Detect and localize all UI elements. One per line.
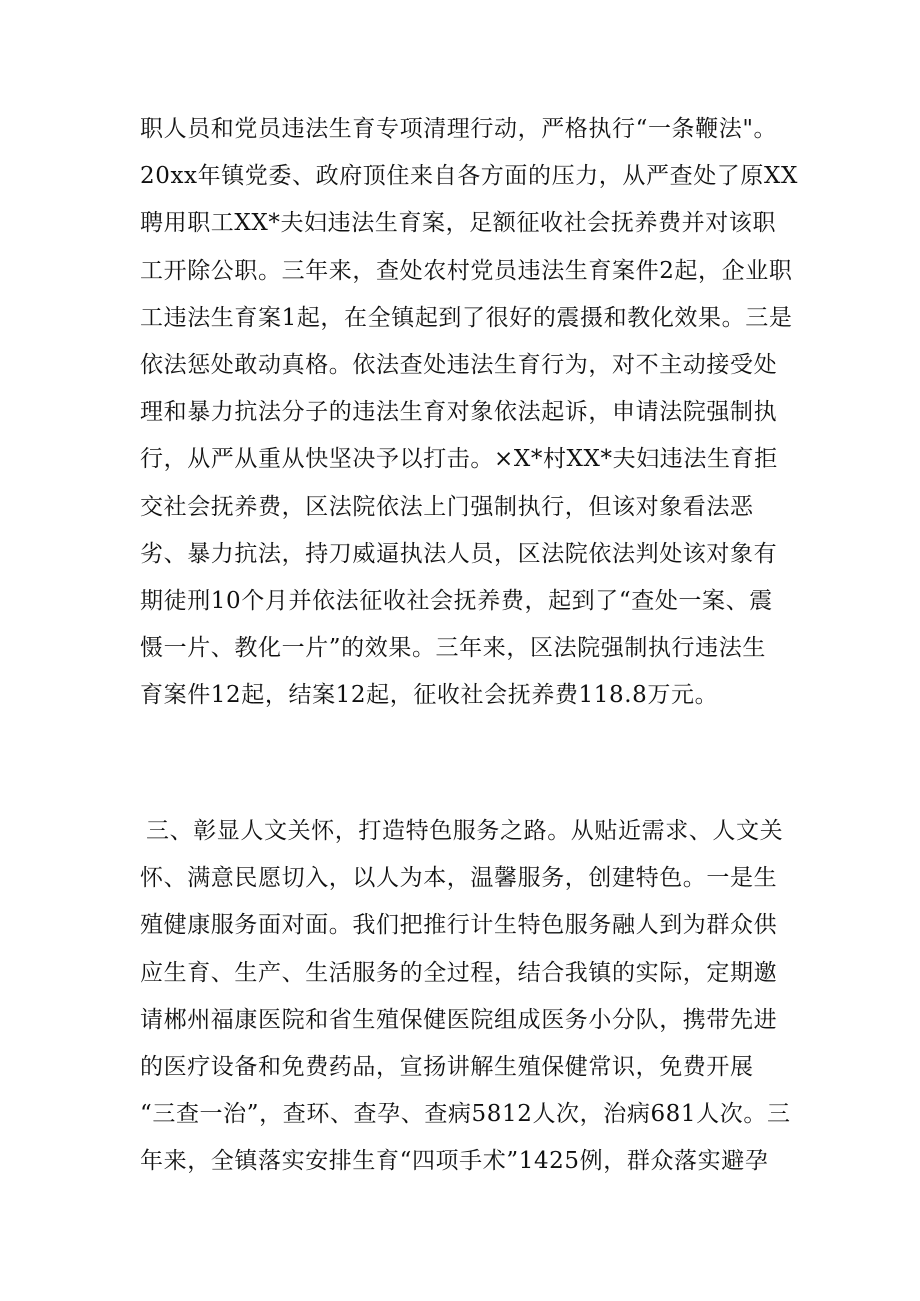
text-line: 怀、满意民愿切入，以人为本，温馨服务，创建特色。一是生 (140, 865, 778, 892)
text-line: 慑一片、教化一片”的效果。三年来，区法院强制执行违法生 (140, 635, 766, 662)
text-line: 年来，全镇落实安排生育“四项手术”1425例，群众落实避孕 (140, 1148, 769, 1175)
text-line: 工开除公职。三年来，查处农村党员违法生育案件2起，企业职 (140, 257, 793, 284)
text-line: 理和暴力抗法分子的违法生育对象依法起诉，申请法院强制执 (140, 399, 778, 426)
text-line: “三查一治”，查环、查孕、查病5812人次，治病681人次。三 (140, 1101, 791, 1128)
text-line: 应生育、生产、生活服务的全过程，结合我镇的实际，定期邀 (140, 959, 778, 986)
text-line: 20xx年镇党委、政府顶住来自各方面的压力，从严查处了原XX (140, 163, 798, 190)
text-line: 殖健康服务面对面。我们把推行计生特色服务融人到为群众供 (140, 912, 778, 939)
text-line: 行，从严从重从快坚决予以打击。×X*村XX*夫妇违法生育拒 (140, 446, 778, 473)
text-line: 的医疗设备和免费药品，宣扬讲解生殖保健常识，免费开展 (140, 1053, 754, 1080)
text-line: 期徒刑10个月并依法征收社会抚养费，起到了“查处一案、震 (140, 587, 773, 614)
text-line: 育案件12起，结案12起，征收社会抚养费118.8万元。 (140, 682, 719, 709)
text-line: 三、彰显人文关怀，打造特色服务之路。从贴近需求、人文关 (146, 818, 784, 844)
paragraph-1 (140, 106, 798, 719)
paragraph-2 (140, 808, 791, 1186)
text-line: 职人员和党员违法生育专项清理行动，严格执行“一条鞭法"。 (140, 116, 778, 142)
text-line: 劣、暴力抗法，持刀威逼执法人员，区法院依法判处该对象有 (140, 540, 778, 567)
text-line: 工违法生育案1起，在全镇起到了很好的震摄和教化效果。三是 (140, 304, 793, 331)
text-line: 请郴州福康医院和省生殖保健医院组成医务小分队，携带先进 (140, 1006, 778, 1033)
text-line: 依法惩处敢动真格。依法查处违法生育行为，对不主动接受处 (140, 351, 778, 378)
text-line: 交社会抚养费，区法院依法上门强制执行，但该对象看法恶 (140, 493, 754, 520)
text-line: 聘用职工XX*夫妇违法生育案，足额征收社会抚养费并对该职 (140, 210, 777, 237)
